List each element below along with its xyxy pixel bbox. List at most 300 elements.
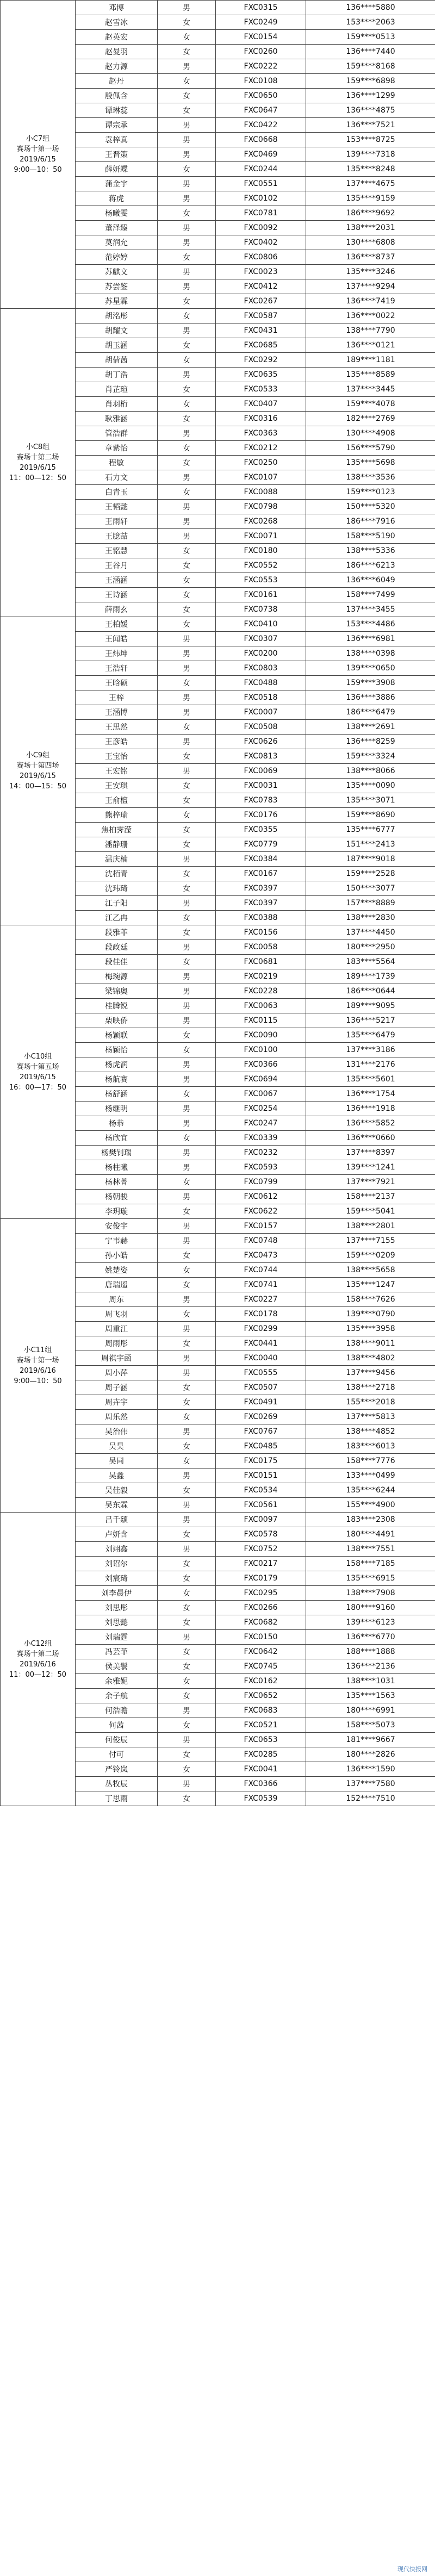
student-id-cell: FXC0507 <box>216 1380 306 1395</box>
phone-cell: 135****3958 <box>306 1322 435 1336</box>
phone-cell: 136****7440 <box>306 45 435 59</box>
student-id-cell: FXC0813 <box>216 749 306 764</box>
student-name-cell: 王浩轩 <box>76 661 158 676</box>
student-id-cell: FXC0268 <box>216 514 306 529</box>
phone-cell: 135****6915 <box>306 1571 435 1586</box>
gender-cell: 女 <box>158 749 216 764</box>
gender-cell: 女 <box>158 1263 216 1278</box>
student-id-cell: FXC0593 <box>216 1160 306 1175</box>
gender-cell: 男 <box>158 1102 216 1116</box>
student-id-cell: FXC0622 <box>216 1204 306 1219</box>
student-id-cell: FXC0402 <box>216 235 306 250</box>
student-name-cell: 刘翊鑫 <box>76 1542 158 1557</box>
student-name-cell: 吴昊 <box>76 1439 158 1454</box>
gender-cell: 男 <box>158 1542 216 1557</box>
gender-cell: 男 <box>158 705 216 720</box>
phone-cell: 156****5790 <box>306 441 435 456</box>
phone-cell: 136****0022 <box>306 309 435 323</box>
student-id-cell: FXC0741 <box>216 1278 306 1292</box>
student-name-cell: 吕千颖 <box>76 1513 158 1527</box>
student-id-cell: FXC0533 <box>216 382 306 397</box>
student-id-cell: FXC0227 <box>216 1292 306 1307</box>
student-id-cell: FXC0267 <box>216 294 306 309</box>
phone-cell: 136****5852 <box>306 1116 435 1131</box>
gender-cell: 男 <box>158 1498 216 1513</box>
student-id-cell: FXC0635 <box>216 368 306 382</box>
student-name-cell: 杨虎润 <box>76 1057 158 1072</box>
student-id-cell: FXC0555 <box>216 1366 306 1380</box>
student-name-cell: 王臆喆 <box>76 529 158 544</box>
phone-cell: 159****0123 <box>306 485 435 500</box>
phone-cell: 138****9011 <box>306 1336 435 1351</box>
phone-cell: 158****7776 <box>306 1454 435 1469</box>
group-session: 赛场十第一场 <box>16 1356 59 1365</box>
student-id-cell: FXC0031 <box>216 779 306 793</box>
student-name-cell: 余雅妮 <box>76 1674 158 1689</box>
gender-cell: 女 <box>158 588 216 602</box>
phone-cell: 151****2413 <box>306 837 435 852</box>
gender-cell: 男 <box>158 969 216 984</box>
gender-cell: 男 <box>158 1733 216 1747</box>
student-name-cell: 周乐然 <box>76 1410 158 1424</box>
phone-cell: 159****0209 <box>306 1248 435 1263</box>
gender-cell: 男 <box>158 1322 216 1336</box>
student-id-cell: FXC0232 <box>216 1146 306 1160</box>
student-name-cell: 吴同 <box>76 1454 158 1469</box>
student-id-cell: FXC0685 <box>216 338 306 353</box>
phone-cell: 138****2691 <box>306 720 435 735</box>
gender-cell: 男 <box>158 690 216 705</box>
student-id-cell: FXC0748 <box>216 1234 306 1248</box>
gender-cell: 男 <box>158 1146 216 1160</box>
student-id-cell: FXC0407 <box>216 397 306 412</box>
student-name-cell: 王安琪 <box>76 779 158 793</box>
phone-cell: 138****8066 <box>306 764 435 779</box>
student-name-cell: 胡洺彤 <box>76 309 158 323</box>
phone-cell: 137****4675 <box>306 177 435 191</box>
student-id-cell: FXC0752 <box>216 1542 306 1557</box>
phone-cell: 138****0398 <box>306 646 435 661</box>
group-time: 11：00—12：50 <box>9 474 67 482</box>
student-name-cell: 梅琬源 <box>76 969 158 984</box>
student-name-cell: 肖羽桁 <box>76 397 158 412</box>
student-id-cell: FXC0647 <box>216 103 306 118</box>
gender-cell: 女 <box>158 1278 216 1292</box>
student-name-cell: 刘诏尔 <box>76 1557 158 1571</box>
student-name-cell: 杨颖联 <box>76 1028 158 1043</box>
phone-cell: 186****7916 <box>306 514 435 529</box>
student-name-cell: 胡玉涵 <box>76 338 158 353</box>
student-id-cell: FXC0316 <box>216 412 306 426</box>
phone-cell: 135****0090 <box>306 779 435 793</box>
phone-cell: 139****1241 <box>306 1160 435 1175</box>
student-id-cell: FXC0366 <box>216 1057 306 1072</box>
gender-cell: 女 <box>158 1410 216 1424</box>
gender-cell: 女 <box>158 74 216 89</box>
student-id-cell: FXC0534 <box>216 1483 306 1498</box>
phone-cell: 158****5073 <box>306 1718 435 1733</box>
phone-cell: 133****0499 <box>306 1469 435 1483</box>
gender-cell: 女 <box>158 1483 216 1498</box>
gender-cell: 男 <box>158 1 216 15</box>
student-name-cell: 胡耀文 <box>76 323 158 338</box>
group-info-cell <box>1 925 76 1219</box>
student-name-cell: 付可 <box>76 1747 158 1762</box>
gender-cell: 女 <box>158 1689 216 1703</box>
phone-cell: 135****6244 <box>306 1483 435 1498</box>
student-id-cell: FXC0154 <box>216 30 306 45</box>
student-name-cell: 王铭慧 <box>76 544 158 558</box>
student-name-cell: 桂腾锐 <box>76 999 158 1013</box>
phone-cell: 180****4491 <box>306 1527 435 1542</box>
student-id-cell: FXC0157 <box>216 1219 306 1234</box>
group-date: 2019/6/16 <box>20 1366 56 1375</box>
phone-cell: 138****7551 <box>306 1542 435 1557</box>
student-name-cell: 杨樊钊瑞 <box>76 1146 158 1160</box>
phone-cell: 136****0121 <box>306 338 435 353</box>
phone-cell: 157****8889 <box>306 896 435 911</box>
phone-cell: 158****7499 <box>306 588 435 602</box>
student-id-cell: FXC0217 <box>216 1557 306 1571</box>
student-name-cell: 杨林菁 <box>76 1175 158 1190</box>
student-id-cell: FXC0779 <box>216 837 306 852</box>
phone-cell: 153****2063 <box>306 15 435 30</box>
student-id-cell: FXC0088 <box>216 485 306 500</box>
phone-cell: 136****8259 <box>306 735 435 749</box>
phone-cell: 136****1754 <box>306 1087 435 1102</box>
student-id-cell: FXC0266 <box>216 1601 306 1615</box>
student-id-cell: FXC0683 <box>216 1703 306 1718</box>
phone-cell: 153****4486 <box>306 617 435 632</box>
student-name-cell: 薛妍蝶 <box>76 162 158 177</box>
gender-cell: 女 <box>158 15 216 30</box>
gender-cell: 男 <box>158 118 216 133</box>
phone-cell: 159****8690 <box>306 808 435 823</box>
gender-cell: 男 <box>158 1013 216 1028</box>
phone-cell: 150****3077 <box>306 881 435 896</box>
student-name-cell: 赵曼羽 <box>76 45 158 59</box>
phone-cell: 139****6123 <box>306 1615 435 1630</box>
student-name-cell: 王晋策 <box>76 147 158 162</box>
gender-cell: 男 <box>158 940 216 955</box>
student-name-cell: 吴佳毅 <box>76 1483 158 1498</box>
student-id-cell: FXC0097 <box>216 1513 306 1527</box>
student-id-cell: FXC0612 <box>216 1190 306 1204</box>
student-name-cell: 刘瑞霆 <box>76 1630 158 1645</box>
gender-cell: 女 <box>158 309 216 323</box>
student-id-cell: FXC0366 <box>216 1777 306 1791</box>
gender-cell: 女 <box>158 1659 216 1674</box>
student-name-cell: 段雅菲 <box>76 925 158 940</box>
gender-cell: 女 <box>158 1248 216 1263</box>
phone-cell: 136****2136 <box>306 1659 435 1674</box>
phone-cell: 180****2826 <box>306 1747 435 1762</box>
student-id-cell: FXC0781 <box>216 206 306 221</box>
gender-cell: 男 <box>158 177 216 191</box>
student-name-cell: 周重江 <box>76 1322 158 1336</box>
student-id-cell: FXC0806 <box>216 250 306 265</box>
phone-cell: 135****1247 <box>306 1278 435 1292</box>
student-name-cell: 王炜坤 <box>76 646 158 661</box>
phone-cell: 137****7921 <box>306 1175 435 1190</box>
phone-cell: 137****7580 <box>306 1777 435 1791</box>
gender-cell: 男 <box>158 470 216 485</box>
group-name: 小C8组 <box>26 443 50 451</box>
student-id-cell: FXC0228 <box>216 984 306 999</box>
student-name-cell: 杨欣宜 <box>76 1131 158 1146</box>
student-id-cell: FXC0069 <box>216 764 306 779</box>
phone-cell: 137****5813 <box>306 1410 435 1424</box>
student-id-cell: FXC0041 <box>216 1762 306 1777</box>
student-name-cell: 江子阳 <box>76 896 158 911</box>
gender-cell: 男 <box>158 1469 216 1483</box>
student-id-cell: FXC0102 <box>216 191 306 206</box>
student-name-cell: 丛牧辰 <box>76 1777 158 1791</box>
student-name-cell: 吴鑫 <box>76 1469 158 1483</box>
student-id-cell: FXC0469 <box>216 147 306 162</box>
group-name: 小C7组 <box>26 135 50 143</box>
phone-cell: 139****7318 <box>306 147 435 162</box>
group-name: 小C11组 <box>23 1346 52 1354</box>
phone-cell: 136****8737 <box>306 250 435 265</box>
student-id-cell: FXC0653 <box>216 1733 306 1747</box>
table-row <box>1 1513 435 1527</box>
student-id-cell: FXC0422 <box>216 118 306 133</box>
group-date: 2019/6/15 <box>20 772 56 780</box>
student-id-cell: FXC0363 <box>216 426 306 441</box>
student-id-cell: FXC0180 <box>216 544 306 558</box>
phone-cell: 159****8168 <box>306 59 435 74</box>
group-info-cell <box>1 309 76 617</box>
student-id-cell: FXC0058 <box>216 940 306 955</box>
phone-cell: 183****6013 <box>306 1439 435 1454</box>
student-name-cell: 唐瑞遥 <box>76 1278 158 1292</box>
gender-cell: 女 <box>158 867 216 881</box>
gender-cell: 男 <box>158 735 216 749</box>
student-name-cell: 吴治伟 <box>76 1424 158 1439</box>
phone-cell: 137****8397 <box>306 1146 435 1160</box>
student-id-cell: FXC0682 <box>216 1615 306 1630</box>
gender-cell: 男 <box>158 59 216 74</box>
phone-cell: 186****6479 <box>306 705 435 720</box>
student-id-cell: FXC0745 <box>216 1659 306 1674</box>
student-name-cell: 王谷月 <box>76 558 158 573</box>
student-id-cell: FXC0063 <box>216 999 306 1013</box>
phone-cell: 159****6898 <box>306 74 435 89</box>
phone-cell: 135****3071 <box>306 793 435 808</box>
gender-cell: 女 <box>158 1601 216 1615</box>
gender-cell: 女 <box>158 89 216 103</box>
student-name-cell: 周飞羽 <box>76 1307 158 1322</box>
group-name: 小C12组 <box>23 1639 52 1648</box>
student-id-cell: FXC0176 <box>216 808 306 823</box>
gender-cell: 女 <box>158 294 216 309</box>
student-name-cell: 周东 <box>76 1292 158 1307</box>
phone-cell: 180****2950 <box>306 940 435 955</box>
student-id-cell: FXC0783 <box>216 793 306 808</box>
gender-cell: 女 <box>158 573 216 588</box>
student-name-cell: 杨舒涵 <box>76 1087 158 1102</box>
student-name-cell: 王梓 <box>76 690 158 705</box>
student-name-cell: 程敏 <box>76 456 158 470</box>
phone-cell: 159****5041 <box>306 1204 435 1219</box>
phone-cell: 135****8589 <box>306 368 435 382</box>
student-id-cell: FXC0269 <box>216 1410 306 1424</box>
group-time: 11：00—12：50 <box>9 1670 67 1679</box>
phone-cell: 139****0650 <box>306 661 435 676</box>
student-id-cell: FXC0431 <box>216 323 306 338</box>
gender-cell: 男 <box>158 764 216 779</box>
phone-cell: 159****3324 <box>306 749 435 764</box>
gender-cell: 男 <box>158 661 216 676</box>
student-id-cell: FXC0156 <box>216 925 306 940</box>
student-name-cell: 管浩群 <box>76 426 158 441</box>
phone-cell: 135****5601 <box>306 1072 435 1087</box>
student-name-cell: 蒲金宇 <box>76 177 158 191</box>
phone-cell: 137****3455 <box>306 602 435 617</box>
student-name-cell: 邓博 <box>76 1 158 15</box>
student-id-cell: FXC0179 <box>216 1571 306 1586</box>
phone-cell: 158****7185 <box>306 1557 435 1571</box>
student-name-cell: 杨继明 <box>76 1102 158 1116</box>
student-id-cell: FXC0307 <box>216 632 306 646</box>
phone-cell: 180****9160 <box>306 1601 435 1615</box>
gender-cell: 女 <box>158 793 216 808</box>
gender-cell: 女 <box>158 720 216 735</box>
student-name-cell: 袁梓真 <box>76 133 158 147</box>
student-name-cell: 耿雅涵 <box>76 412 158 426</box>
gender-cell: 男 <box>158 191 216 206</box>
student-id-cell: FXC0388 <box>216 911 306 925</box>
student-name-cell: 周卉宇 <box>76 1395 158 1410</box>
phone-cell: 136****5880 <box>306 1 435 15</box>
phone-cell: 158****5190 <box>306 529 435 544</box>
student-name-cell: 梁锦奥 <box>76 984 158 999</box>
student-id-cell: FXC0178 <box>216 1307 306 1322</box>
student-id-cell: FXC0412 <box>216 279 306 294</box>
phone-cell: 180****6991 <box>306 1703 435 1718</box>
phone-cell: 138****3536 <box>306 470 435 485</box>
student-name-cell: 王晗硕 <box>76 676 158 690</box>
phone-cell: 138****2718 <box>306 1380 435 1395</box>
student-id-cell: FXC0107 <box>216 470 306 485</box>
group-name: 小C10组 <box>23 1052 52 1061</box>
phone-cell: 159****0513 <box>306 30 435 45</box>
student-id-cell: FXC0551 <box>216 177 306 191</box>
student-name-cell: 白青玉 <box>76 485 158 500</box>
student-id-cell: FXC0561 <box>216 1498 306 1513</box>
gender-cell: 女 <box>158 1791 216 1806</box>
phone-cell: 158****7626 <box>306 1292 435 1307</box>
student-id-cell: FXC0115 <box>216 1013 306 1028</box>
student-name-cell: 杨颖怡 <box>76 1043 158 1057</box>
gender-cell: 女 <box>158 823 216 837</box>
student-name-cell: 李玥璇 <box>76 1204 158 1219</box>
gender-cell: 女 <box>158 808 216 823</box>
phone-cell: 135****6479 <box>306 1028 435 1043</box>
phone-cell: 136****1299 <box>306 89 435 103</box>
student-name-cell: 杨航赛 <box>76 1072 158 1087</box>
student-name-cell: 姚楚姿 <box>76 1263 158 1278</box>
student-name-cell: 周祺宇函 <box>76 1351 158 1366</box>
phone-cell: 135****9159 <box>306 191 435 206</box>
student-name-cell: 王宏铭 <box>76 764 158 779</box>
student-name-cell: 蒋虎 <box>76 191 158 206</box>
student-name-cell: 胡倩茜 <box>76 353 158 368</box>
group-date: 2019/6/15 <box>20 1073 56 1081</box>
student-id-cell: FXC0441 <box>216 1336 306 1351</box>
student-name-cell: 杨曦雯 <box>76 206 158 221</box>
student-id-cell: FXC0578 <box>216 1527 306 1542</box>
phone-cell: 137****3445 <box>306 382 435 397</box>
gender-cell: 男 <box>158 1703 216 1718</box>
gender-cell: 男 <box>158 896 216 911</box>
student-name-cell: 段政廷 <box>76 940 158 955</box>
phone-cell: 138****5336 <box>306 544 435 558</box>
phone-cell: 150****5320 <box>306 500 435 514</box>
phone-cell: 189****9095 <box>306 999 435 1013</box>
student-id-cell: FXC0650 <box>216 89 306 103</box>
student-name-cell: 宁韦赫 <box>76 1234 158 1248</box>
student-name-cell: 丁思雨 <box>76 1791 158 1806</box>
student-name-cell: 王俞檀 <box>76 793 158 808</box>
student-id-cell: FXC0803 <box>216 661 306 676</box>
table-row <box>1 1 435 15</box>
table-row <box>1 309 435 323</box>
table-row <box>1 1219 435 1234</box>
student-name-cell: 刘李晨伊 <box>76 1586 158 1601</box>
phone-cell: 136****6770 <box>306 1630 435 1645</box>
student-name-cell: 王韬懿 <box>76 500 158 514</box>
student-id-cell: FXC0090 <box>216 1028 306 1043</box>
student-id-cell: FXC0521 <box>216 1718 306 1733</box>
student-id-cell: FXC0491 <box>216 1395 306 1410</box>
student-name-cell: 王涵涵 <box>76 573 158 588</box>
student-name-cell: 王思然 <box>76 720 158 735</box>
table-row <box>1 617 435 632</box>
gender-cell: 女 <box>158 837 216 852</box>
student-name-cell: 卢妍含 <box>76 1527 158 1542</box>
student-id-cell: FXC0552 <box>216 558 306 573</box>
gender-cell: 女 <box>158 485 216 500</box>
phone-cell: 182****2769 <box>306 412 435 426</box>
gender-cell: 女 <box>158 1762 216 1777</box>
phone-cell: 189****1181 <box>306 353 435 368</box>
group-info-cell <box>1 617 76 925</box>
student-id-cell: FXC0410 <box>216 617 306 632</box>
phone-cell: 136****0660 <box>306 1131 435 1146</box>
student-name-cell: 冯芸菲 <box>76 1645 158 1659</box>
student-name-cell: 苏麒文 <box>76 265 158 279</box>
gender-cell: 女 <box>158 544 216 558</box>
student-id-cell: FXC0108 <box>216 74 306 89</box>
gender-cell: 女 <box>158 1527 216 1542</box>
gender-cell: 女 <box>158 162 216 177</box>
gender-cell: 女 <box>158 1718 216 1733</box>
phone-cell: 136****6049 <box>306 573 435 588</box>
phone-cell: 137****3186 <box>306 1043 435 1057</box>
phone-cell: 135****6777 <box>306 823 435 837</box>
student-name-cell: 安俊宇 <box>76 1219 158 1234</box>
phone-cell: 138****2031 <box>306 221 435 235</box>
student-id-cell: FXC0384 <box>216 852 306 867</box>
group-time: 14：00—15：50 <box>9 782 67 791</box>
student-name-cell: 沈玮琦 <box>76 881 158 896</box>
student-id-cell: FXC0553 <box>216 573 306 588</box>
student-name-cell: 王雨轩 <box>76 514 158 529</box>
student-id-cell: FXC0040 <box>216 1351 306 1366</box>
student-name-cell: 何浩瞻 <box>76 1703 158 1718</box>
